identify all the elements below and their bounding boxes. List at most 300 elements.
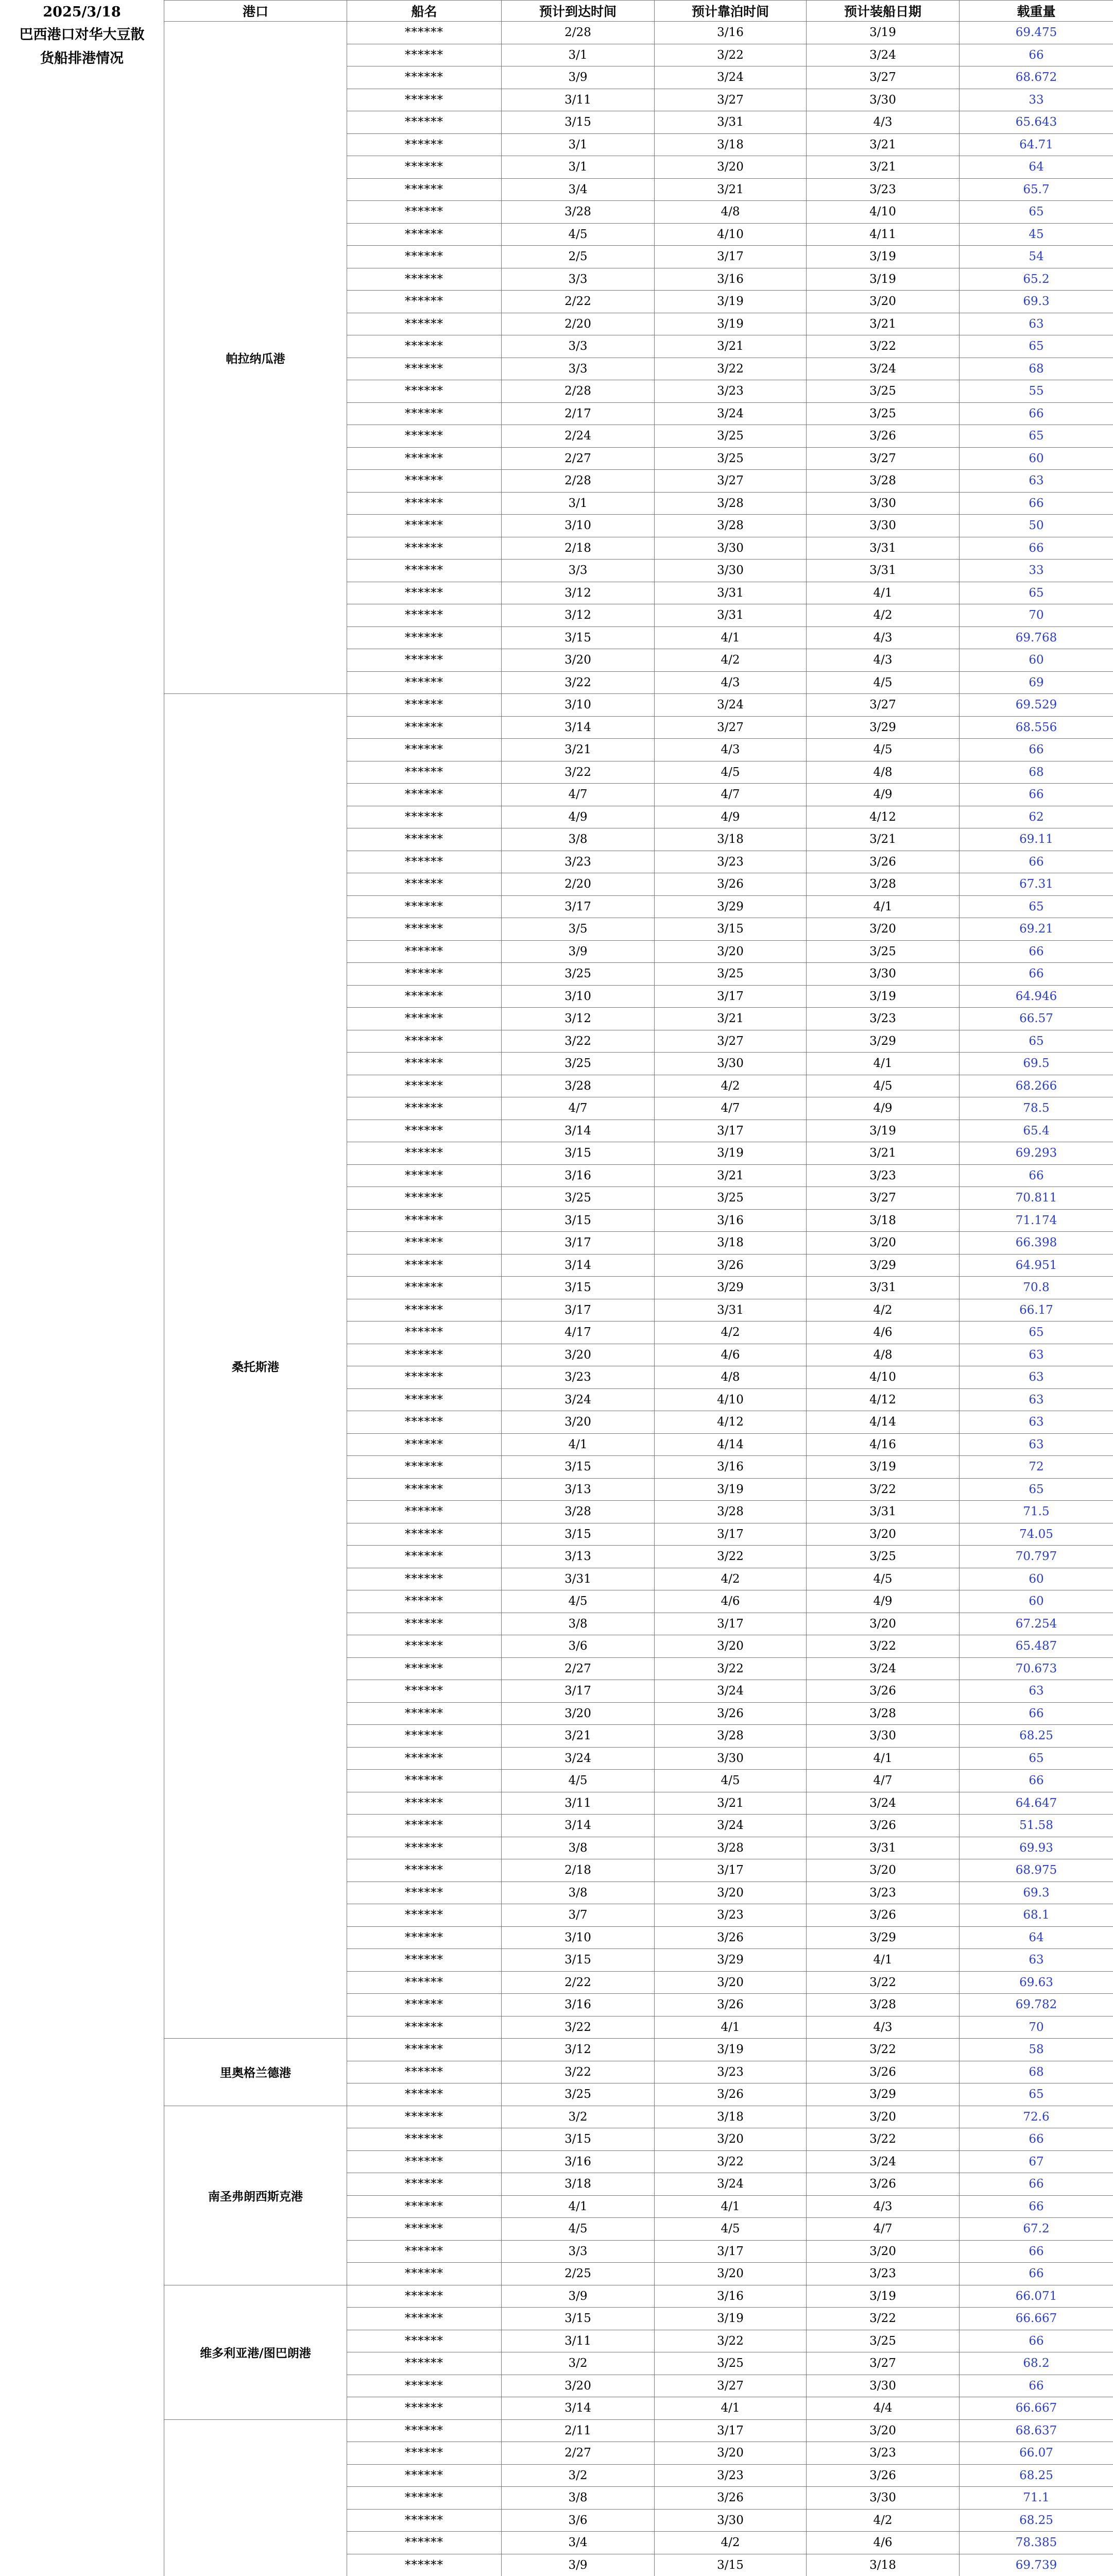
eta-cell: 4/1 — [502, 1433, 655, 1456]
eta-cell: 3/14 — [502, 1815, 655, 1837]
ship-name-cell: ****** — [347, 963, 502, 986]
etd-cell: 4/12 — [807, 1388, 960, 1411]
ship-name-cell: ****** — [347, 133, 502, 156]
etb-cell: 3/22 — [655, 2330, 807, 2352]
eta-cell: 3/15 — [502, 111, 655, 134]
etb-cell: 4/10 — [655, 1388, 807, 1411]
ship-name-cell: ****** — [347, 223, 502, 246]
etd-cell: 4/10 — [807, 1366, 960, 1389]
capacity-cell: 63 — [960, 470, 1113, 493]
eta-cell: 4/5 — [502, 2218, 655, 2241]
etb-cell: 3/15 — [655, 2554, 807, 2576]
table-row — [164, 22, 1113, 44]
capacity-cell: 68 — [960, 358, 1113, 380]
eta-cell: 3/10 — [502, 694, 655, 717]
eta-cell: 3/1 — [502, 133, 655, 156]
ship-name-cell: ****** — [347, 2442, 502, 2465]
etb-cell: 4/2 — [655, 1321, 807, 1344]
etb-cell: 4/10 — [655, 223, 807, 246]
etd-cell: 3/31 — [807, 537, 960, 560]
eta-cell: 2/18 — [502, 537, 655, 560]
etb-cell: 3/17 — [655, 1523, 807, 1546]
capacity-cell: 66 — [960, 1702, 1113, 1725]
ship-name-cell: ****** — [347, 2554, 502, 2576]
etb-cell: 3/22 — [655, 1546, 807, 1568]
capacity-cell: 69.11 — [960, 828, 1113, 851]
eta-cell: 3/10 — [502, 1926, 655, 1949]
etb-cell: 3/25 — [655, 447, 807, 470]
report-sidebar — [0, 0, 164, 2576]
etd-cell: 3/22 — [807, 2308, 960, 2330]
etb-cell: 3/19 — [655, 1142, 807, 1165]
etd-cell: 4/5 — [807, 671, 960, 694]
etd-cell: 3/31 — [807, 1277, 960, 1299]
etb-cell: 3/19 — [655, 313, 807, 335]
etb-cell: 3/22 — [655, 358, 807, 380]
capacity-cell: 66.57 — [960, 1008, 1113, 1030]
etb-cell: 3/20 — [655, 2263, 807, 2285]
ship-name-cell: ****** — [347, 2330, 502, 2352]
capacity-cell: 55 — [960, 380, 1113, 403]
eta-cell: 4/9 — [502, 806, 655, 828]
ship-name-cell: ****** — [347, 2487, 502, 2510]
eta-cell: 3/17 — [502, 1232, 655, 1255]
etb-cell: 3/23 — [655, 380, 807, 403]
ship-name-cell: ****** — [347, 739, 502, 761]
eta-cell: 4/5 — [502, 1590, 655, 1613]
ship-name-cell: ****** — [347, 649, 502, 672]
etb-cell: 3/27 — [655, 2375, 807, 2397]
etd-cell: 3/24 — [807, 1792, 960, 1815]
ship-name-cell: ****** — [347, 1590, 502, 1613]
eta-cell: 3/9 — [502, 66, 655, 89]
etb-cell: 4/9 — [655, 806, 807, 828]
etd-cell: 3/24 — [807, 1657, 960, 1680]
eta-cell: 3/2 — [502, 2106, 655, 2128]
ship-name-cell: ****** — [347, 1971, 502, 1994]
eta-cell: 4/17 — [502, 1321, 655, 1344]
ship-name-cell: ****** — [347, 2397, 502, 2420]
eta-cell: 3/28 — [502, 1501, 655, 1523]
eta-cell: 2/24 — [502, 425, 655, 448]
etb-cell: 3/27 — [655, 470, 807, 493]
etb-cell: 3/17 — [655, 1613, 807, 1635]
capacity-cell: 45 — [960, 223, 1113, 246]
etd-cell: 4/9 — [807, 784, 960, 806]
etd-cell: 3/19 — [807, 268, 960, 291]
capacity-cell: 67.31 — [960, 873, 1113, 896]
etb-cell: 3/21 — [655, 335, 807, 358]
capacity-cell: 78.5 — [960, 1097, 1113, 1120]
eta-cell: 3/14 — [502, 2397, 655, 2420]
etb-cell: 4/1 — [655, 2397, 807, 2420]
capacity-cell: 70.811 — [960, 1187, 1113, 1210]
capacity-cell: 65.4 — [960, 1120, 1113, 1142]
capacity-cell: 65.2 — [960, 268, 1113, 291]
etb-cell: 3/20 — [655, 1971, 807, 1994]
etb-cell: 3/24 — [655, 2173, 807, 2196]
capacity-cell: 62 — [960, 806, 1113, 828]
etb-cell: 3/19 — [655, 291, 807, 313]
port-name-cell — [164, 2419, 347, 2576]
eta-cell: 3/3 — [502, 560, 655, 582]
capacity-cell: 65 — [960, 1030, 1113, 1053]
etb-cell: 3/20 — [655, 1882, 807, 1904]
etb-cell: 3/24 — [655, 1815, 807, 1837]
etb-cell: 3/20 — [655, 2128, 807, 2151]
etb-cell: 3/23 — [655, 1904, 807, 1927]
etb-cell: 3/19 — [655, 2308, 807, 2330]
ship-name-cell: ****** — [347, 1770, 502, 1792]
ship-name-cell: ****** — [347, 2218, 502, 2241]
capacity-cell: 69.21 — [960, 918, 1113, 941]
ship-name-cell: ****** — [347, 2016, 502, 2039]
capacity-cell: 64.951 — [960, 1254, 1113, 1277]
capacity-cell: 68.975 — [960, 1859, 1113, 1882]
etd-cell: 3/21 — [807, 133, 960, 156]
ship-name-cell: ****** — [347, 1277, 502, 1299]
capacity-cell: 65 — [960, 335, 1113, 358]
eta-cell: 3/2 — [502, 2352, 655, 2375]
report-date: 2025/3/18 — [43, 4, 121, 20]
capacity-cell: 60 — [960, 649, 1113, 672]
capacity-cell: 66 — [960, 851, 1113, 873]
etd-cell: 3/22 — [807, 2039, 960, 2061]
port-name-cell: 里奥格兰德港 — [164, 2039, 347, 2106]
ship-name-cell: ****** — [347, 313, 502, 335]
eta-cell: 3/17 — [502, 1680, 655, 1703]
capacity-cell: 66 — [960, 940, 1113, 963]
eta-cell: 3/11 — [502, 89, 655, 111]
etd-cell: 4/6 — [807, 2532, 960, 2554]
eta-cell: 3/25 — [502, 963, 655, 986]
capacity-cell: 70.8 — [960, 1277, 1113, 1299]
ship-name-cell: ****** — [347, 671, 502, 694]
etb-cell: 3/24 — [655, 66, 807, 89]
ship-name-cell: ****** — [347, 851, 502, 873]
ship-name-cell: ****** — [347, 268, 502, 291]
capacity-cell: 68 — [960, 2061, 1113, 2083]
eta-cell: 3/21 — [502, 739, 655, 761]
etd-cell: 3/31 — [807, 1501, 960, 1523]
eta-cell: 3/1 — [502, 44, 655, 66]
etd-cell: 4/5 — [807, 1568, 960, 1590]
capacity-cell: 63 — [960, 1344, 1113, 1366]
capacity-cell: 66.17 — [960, 1299, 1113, 1321]
capacity-cell: 64.647 — [960, 1792, 1113, 1815]
table-row — [164, 2106, 1113, 2128]
ship-name-cell: ****** — [347, 895, 502, 918]
etb-cell: 3/20 — [655, 2442, 807, 2465]
etd-cell: 4/7 — [807, 1770, 960, 1792]
ship-name-cell: ****** — [347, 22, 502, 44]
capacity-cell: 66 — [960, 492, 1113, 515]
capacity-cell: 70.797 — [960, 1546, 1113, 1568]
capacity-cell: 64 — [960, 1926, 1113, 1949]
ship-name-cell: ****** — [347, 44, 502, 66]
eta-cell: 3/15 — [502, 2128, 655, 2151]
eta-cell: 3/20 — [502, 1344, 655, 1366]
capacity-cell: 69 — [960, 671, 1113, 694]
eta-cell: 3/4 — [502, 178, 655, 201]
etb-cell: 3/20 — [655, 156, 807, 179]
eta-cell: 2/20 — [502, 313, 655, 335]
etb-cell: 3/26 — [655, 1254, 807, 1277]
etd-cell: 4/16 — [807, 1433, 960, 1456]
etb-cell: 3/26 — [655, 2083, 807, 2106]
ship-name-cell: ****** — [347, 1344, 502, 1366]
etb-cell: 3/21 — [655, 1792, 807, 1815]
ship-name-cell: ****** — [347, 2083, 502, 2106]
etb-cell: 3/25 — [655, 963, 807, 986]
etd-cell: 3/21 — [807, 156, 960, 179]
capacity-cell: 63 — [960, 1411, 1113, 1434]
capacity-cell: 71.174 — [960, 1209, 1113, 1232]
etb-cell: 3/28 — [655, 1501, 807, 1523]
capacity-cell: 65 — [960, 582, 1113, 604]
eta-cell: 3/23 — [502, 1366, 655, 1389]
etb-cell: 3/22 — [655, 2150, 807, 2173]
capacity-cell: 66 — [960, 739, 1113, 761]
etb-cell: 3/18 — [655, 828, 807, 851]
ship-name-cell: ****** — [347, 716, 502, 739]
etd-cell: 4/3 — [807, 111, 960, 134]
etd-cell: 3/21 — [807, 1142, 960, 1165]
etd-cell: 4/5 — [807, 1075, 960, 1097]
eta-cell: 3/16 — [502, 2150, 655, 2173]
eta-cell: 3/10 — [502, 515, 655, 537]
etb-cell: 3/23 — [655, 2464, 807, 2487]
ship-name-cell: ****** — [347, 2039, 502, 2061]
etd-cell: 3/22 — [807, 1478, 960, 1501]
etb-cell: 4/1 — [655, 2016, 807, 2039]
etb-cell: 4/2 — [655, 1568, 807, 1590]
capacity-cell: 65 — [960, 425, 1113, 448]
etd-cell: 3/25 — [807, 2330, 960, 2352]
capacity-cell: 66 — [960, 1164, 1113, 1187]
ship-name-cell: ****** — [347, 1882, 502, 1904]
shipping-schedule-table — [164, 0, 1113, 2576]
ship-name-cell: ****** — [347, 2240, 502, 2263]
ship-name-cell: ****** — [347, 2419, 502, 2442]
etd-cell: 4/14 — [807, 1411, 960, 1434]
ship-name-cell: ****** — [347, 1478, 502, 1501]
ship-name-cell: ****** — [347, 2532, 502, 2554]
capacity-cell: 69.5 — [960, 1053, 1113, 1075]
capacity-cell: 66 — [960, 2263, 1113, 2285]
eta-cell: 3/3 — [502, 335, 655, 358]
etb-cell: 3/31 — [655, 582, 807, 604]
etd-cell: 4/4 — [807, 2397, 960, 2420]
ship-name-cell: ****** — [347, 1657, 502, 1680]
etb-cell: 3/22 — [655, 44, 807, 66]
etd-cell: 3/26 — [807, 2464, 960, 2487]
capacity-cell: 69.3 — [960, 1882, 1113, 1904]
ship-name-cell: ****** — [347, 1030, 502, 1053]
etd-cell: 4/9 — [807, 1097, 960, 1120]
etb-cell: 3/27 — [655, 89, 807, 111]
etd-cell: 3/25 — [807, 940, 960, 963]
ship-name-cell: ****** — [347, 560, 502, 582]
etd-cell: 4/2 — [807, 2509, 960, 2532]
capacity-cell: 60 — [960, 1590, 1113, 1613]
eta-cell: 3/20 — [502, 1411, 655, 1434]
etd-cell: 3/22 — [807, 1635, 960, 1658]
port-name-cell: 南圣弗朗西斯克港 — [164, 2106, 347, 2285]
etb-cell: 3/31 — [655, 604, 807, 627]
etd-cell: 3/19 — [807, 2285, 960, 2308]
eta-cell: 2/27 — [502, 447, 655, 470]
capacity-cell: 71.1 — [960, 2487, 1113, 2510]
ship-name-cell: ****** — [347, 1142, 502, 1165]
capacity-cell: 65 — [960, 1478, 1113, 1501]
etb-cell: 3/29 — [655, 895, 807, 918]
eta-cell: 2/20 — [502, 873, 655, 896]
table-body — [164, 22, 1113, 2576]
table-row — [164, 2285, 1113, 2308]
capacity-cell: 66 — [960, 2128, 1113, 2151]
etb-cell: 3/21 — [655, 178, 807, 201]
ship-name-cell: ****** — [347, 380, 502, 403]
etd-cell: 3/30 — [807, 963, 960, 986]
eta-cell: 4/1 — [502, 2195, 655, 2218]
etb-cell: 3/19 — [655, 1478, 807, 1501]
ship-name-cell: ****** — [347, 1747, 502, 1770]
etb-cell: 3/31 — [655, 111, 807, 134]
capacity-cell: 63 — [960, 1388, 1113, 1411]
etb-cell: 3/16 — [655, 268, 807, 291]
etb-cell: 4/5 — [655, 2218, 807, 2241]
etd-cell: 4/1 — [807, 1053, 960, 1075]
etb-cell: 3/31 — [655, 1299, 807, 1321]
etd-cell: 3/23 — [807, 1008, 960, 1030]
eta-cell: 3/6 — [502, 2509, 655, 2532]
etd-cell: 3/22 — [807, 335, 960, 358]
etd-cell: 3/20 — [807, 1613, 960, 1635]
etd-cell: 3/30 — [807, 492, 960, 515]
capacity-cell: 66 — [960, 2330, 1113, 2352]
ship-name-cell: ****** — [347, 1321, 502, 1344]
ship-name-cell: ****** — [347, 2285, 502, 2308]
etd-cell: 4/9 — [807, 1590, 960, 1613]
capacity-cell: 68.556 — [960, 716, 1113, 739]
ship-name-cell: ****** — [347, 694, 502, 717]
etd-cell: 4/1 — [807, 1747, 960, 1770]
eta-cell: 3/24 — [502, 1747, 655, 1770]
etd-cell: 3/20 — [807, 1232, 960, 1255]
etd-cell: 3/29 — [807, 1254, 960, 1277]
etd-cell: 4/2 — [807, 1299, 960, 1321]
eta-cell: 3/14 — [502, 1120, 655, 1142]
etb-cell: 3/17 — [655, 1859, 807, 1882]
ship-name-cell: ****** — [347, 246, 502, 268]
etd-cell: 4/8 — [807, 761, 960, 784]
capacity-cell: 69.293 — [960, 1142, 1113, 1165]
etd-cell: 4/6 — [807, 1321, 960, 1344]
etb-cell: 3/16 — [655, 1456, 807, 1479]
eta-cell: 3/7 — [502, 1904, 655, 1927]
ship-name-cell: ****** — [347, 1008, 502, 1030]
etb-cell: 4/3 — [655, 739, 807, 761]
etd-cell: 3/26 — [807, 2173, 960, 2196]
eta-cell: 3/25 — [502, 2083, 655, 2106]
etd-cell: 4/7 — [807, 2218, 960, 2241]
etd-cell: 3/26 — [807, 1815, 960, 1837]
eta-cell: 3/22 — [502, 2016, 655, 2039]
capacity-cell: 60 — [960, 447, 1113, 470]
ship-name-cell: ****** — [347, 1411, 502, 1434]
etb-cell: 4/6 — [655, 1590, 807, 1613]
etd-cell: 3/26 — [807, 425, 960, 448]
eta-cell: 4/7 — [502, 1097, 655, 1120]
capacity-cell: 69.475 — [960, 22, 1113, 44]
ship-name-cell: ****** — [347, 1053, 502, 1075]
col-header-port: 港口 — [164, 1, 347, 22]
capacity-cell: 66 — [960, 784, 1113, 806]
etb-cell: 4/8 — [655, 201, 807, 224]
etd-cell: 4/11 — [807, 223, 960, 246]
etb-cell: 3/20 — [655, 940, 807, 963]
etd-cell: 3/28 — [807, 470, 960, 493]
etd-cell: 3/20 — [807, 2240, 960, 2263]
eta-cell: 3/12 — [502, 1008, 655, 1030]
etd-cell: 3/25 — [807, 402, 960, 425]
ship-name-cell: ****** — [347, 66, 502, 89]
etb-cell: 3/22 — [655, 1657, 807, 1680]
eta-cell: 3/15 — [502, 1277, 655, 1299]
ship-name-cell: ****** — [347, 918, 502, 941]
eta-cell: 3/15 — [502, 626, 655, 649]
etd-cell: 4/10 — [807, 201, 960, 224]
etb-cell: 3/28 — [655, 515, 807, 537]
etd-cell: 3/22 — [807, 1971, 960, 1994]
eta-cell: 3/16 — [502, 1164, 655, 1187]
etd-cell: 3/21 — [807, 828, 960, 851]
etd-cell: 3/20 — [807, 1859, 960, 1882]
etd-cell: 3/25 — [807, 380, 960, 403]
eta-cell: 3/9 — [502, 2554, 655, 2576]
eta-cell: 3/5 — [502, 918, 655, 941]
etb-cell: 3/21 — [655, 1164, 807, 1187]
etb-cell: 3/17 — [655, 246, 807, 268]
etd-cell: 3/18 — [807, 1209, 960, 1232]
capacity-cell: 66.07 — [960, 2442, 1113, 2465]
capacity-cell: 69.768 — [960, 626, 1113, 649]
ship-name-cell: ****** — [347, 1433, 502, 1456]
ship-name-cell: ****** — [347, 1209, 502, 1232]
ship-name-cell: ****** — [347, 1859, 502, 1882]
capacity-cell: 65 — [960, 1321, 1113, 1344]
capacity-cell: 78.385 — [960, 2532, 1113, 2554]
capacity-cell: 63 — [960, 313, 1113, 335]
capacity-cell: 68.25 — [960, 1725, 1113, 1748]
ship-name-cell: ****** — [347, 1299, 502, 1321]
capacity-cell: 68 — [960, 761, 1113, 784]
ship-name-cell: ****** — [347, 1388, 502, 1411]
capacity-cell: 65 — [960, 895, 1113, 918]
ship-name-cell: ****** — [347, 1097, 502, 1120]
report-title-line1: 巴西港口对华大豆散 — [19, 27, 145, 43]
etd-cell: 3/28 — [807, 1994, 960, 2016]
etd-cell: 3/23 — [807, 178, 960, 201]
ship-name-cell: ****** — [347, 1926, 502, 1949]
ship-name-cell: ****** — [347, 1164, 502, 1187]
etb-cell: 3/21 — [655, 1008, 807, 1030]
ship-name-cell: ****** — [347, 1680, 502, 1703]
etd-cell: 3/30 — [807, 2375, 960, 2397]
eta-cell: 3/16 — [502, 1994, 655, 2016]
etd-cell: 3/20 — [807, 918, 960, 941]
